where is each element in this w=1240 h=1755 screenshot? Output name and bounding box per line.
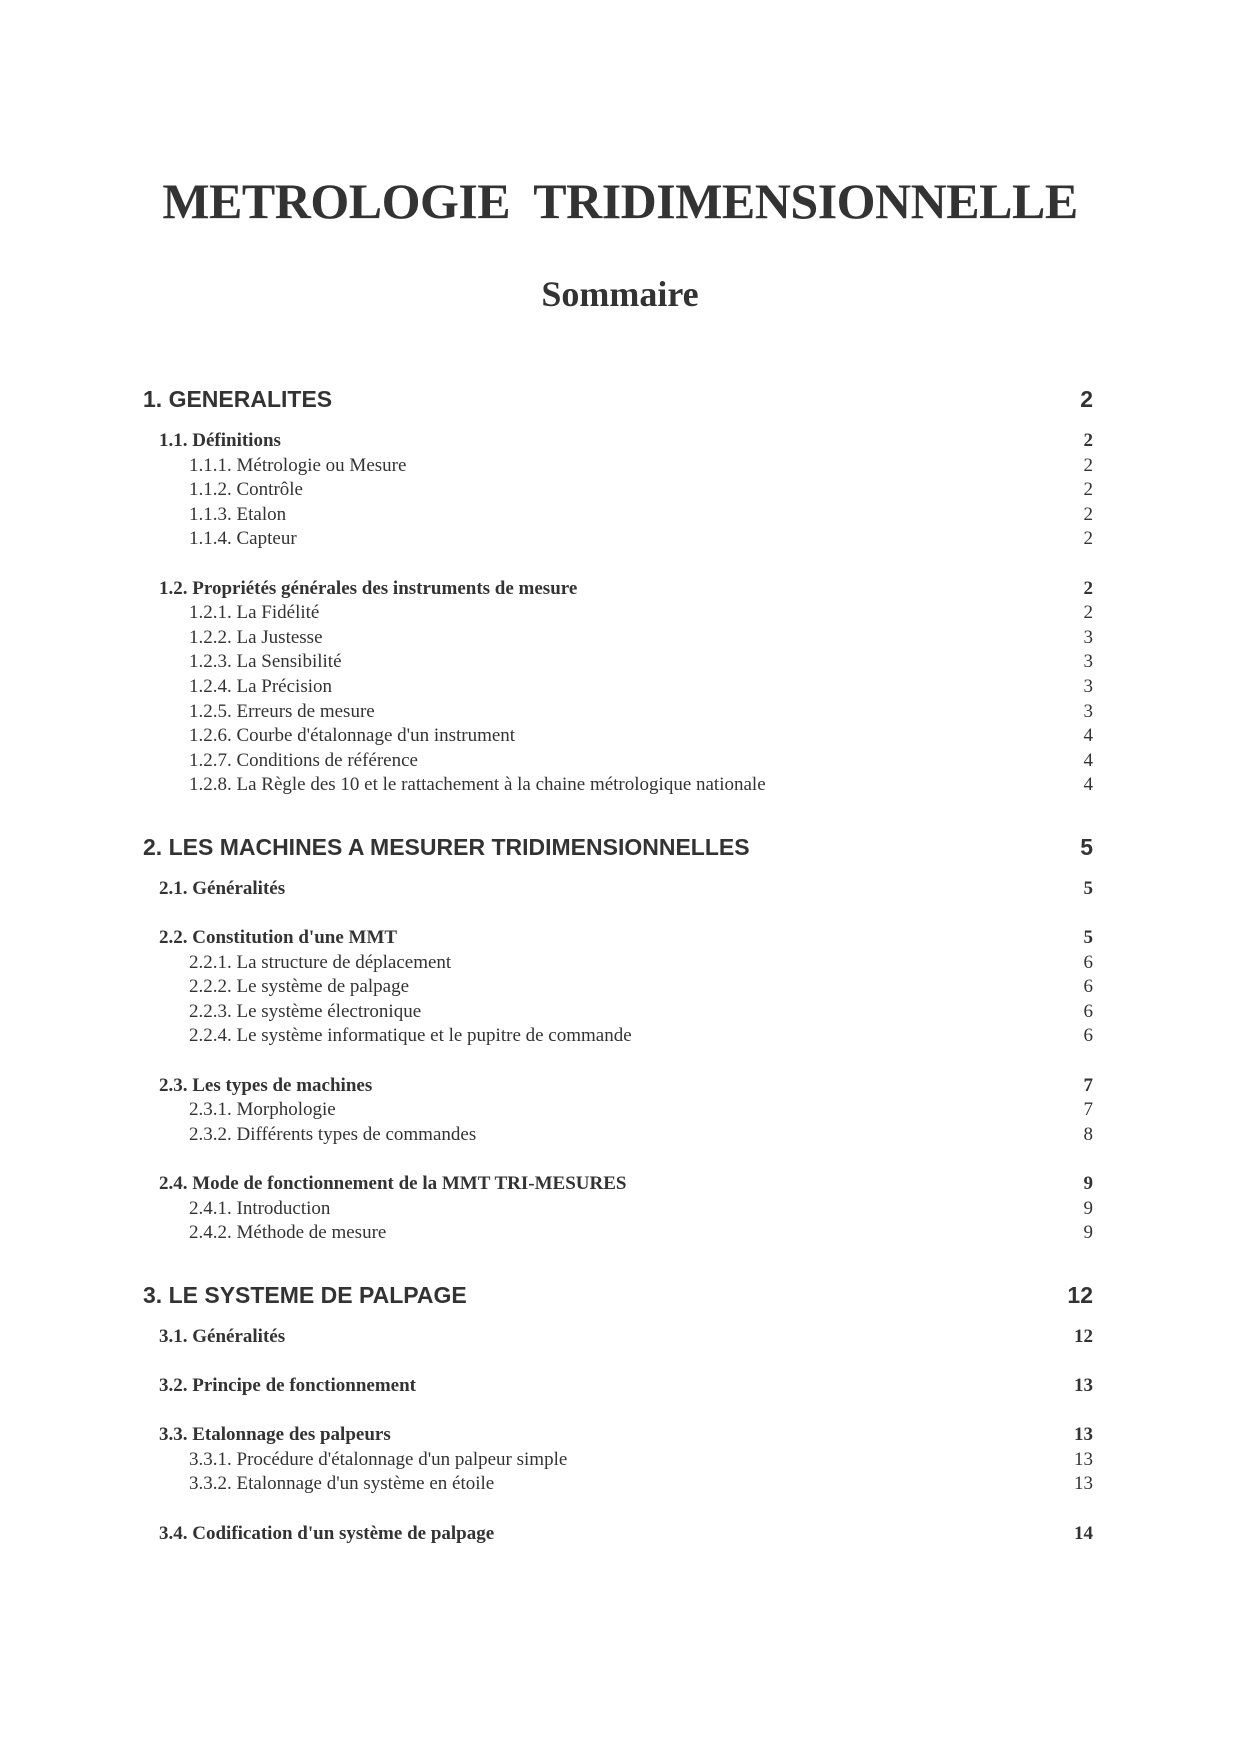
toc-chapter[interactable] bbox=[143, 384, 1093, 414]
toc-subsection[interactable] bbox=[143, 749, 1093, 774]
toc-chapter-label: 1. GENERALITES bbox=[143, 386, 333, 412]
toc-chapter-page: 5 bbox=[1080, 833, 1093, 860]
document-title: METROLOGIE TRIDIMENSIONNELLE bbox=[162, 173, 1078, 229]
toc-subsection-label: 2.3.2. Différents types de commandes bbox=[189, 1123, 477, 1145]
toc-section[interactable] bbox=[143, 1522, 1093, 1547]
toc-subsection-page: 2 bbox=[1083, 479, 1093, 501]
toc-section[interactable] bbox=[143, 1074, 1093, 1099]
toc-subsection-page: 3 bbox=[1083, 651, 1093, 673]
toc-subsection-label: 3.3.1. Procédure d'étalonnage d'un palpeur simple bbox=[189, 1448, 568, 1470]
toc-section-label: 3.4. Codification d'un système de palpage bbox=[159, 1522, 495, 1544]
table-of-contents bbox=[143, 384, 1093, 1546]
toc-subsection-label: 1.1.2. Contrôle bbox=[189, 479, 303, 501]
toc-subsection-page: 13 bbox=[1074, 1448, 1093, 1470]
toc-subsection-label: 3.3.2. Etalonnage d'un système en étoile bbox=[189, 1473, 495, 1495]
toc-section[interactable] bbox=[143, 1374, 1093, 1399]
toc-chapter-page: 2 bbox=[1080, 386, 1093, 412]
toc-section-label: 2.4. Mode de fonctionnement de la MMT TRI-MESURES bbox=[159, 1173, 627, 1195]
toc-subsection-page: 6 bbox=[1083, 1000, 1093, 1022]
toc-subsection-label: 1.1.4. Capteur bbox=[189, 528, 297, 550]
toc-section[interactable] bbox=[143, 577, 1093, 602]
toc-subsection-label: 1.2.1. La Fidélité bbox=[189, 602, 320, 624]
toc-subsection-page: 2 bbox=[1083, 528, 1093, 550]
toc-subsection-page: 6 bbox=[1083, 976, 1093, 998]
toc-section[interactable] bbox=[143, 429, 1093, 454]
toc-subsection-label: 1.2.6. Courbe d'étalonnage d'un instrument bbox=[189, 725, 516, 747]
toc-section-page: 9 bbox=[1083, 1173, 1093, 1195]
toc-subsection-page: 4 bbox=[1083, 774, 1093, 796]
toc-subsection[interactable] bbox=[143, 503, 1093, 528]
toc-subsection[interactable] bbox=[143, 1024, 1093, 1049]
toc-section-label: 2.3. Les types de machines bbox=[159, 1074, 373, 1096]
toc-subsection-label: 2.4.1. Introduction bbox=[189, 1197, 331, 1219]
toc-subsection-label: 2.2.1. La structure de déplacement bbox=[189, 951, 452, 973]
toc-subsection-label: 1.2.2. La Justesse bbox=[189, 626, 323, 648]
toc-section-page: 5 bbox=[1083, 877, 1093, 899]
toc-heading: Sommaire bbox=[541, 274, 699, 314]
toc-subsection-label: 1.2.3. La Sensibilité bbox=[189, 651, 342, 673]
toc-subsection[interactable] bbox=[143, 1098, 1093, 1123]
toc-subsection-page: 13 bbox=[1074, 1473, 1093, 1495]
toc-section-label: 3.2. Principe de fonctionnement bbox=[159, 1375, 417, 1396]
toc-subsection-label: 2.2.4. Le système informatique et le pupitre de commande bbox=[189, 1025, 632, 1047]
toc-chapter[interactable] bbox=[143, 1280, 1093, 1310]
toc-subsection-label: 1.2.4. La Précision bbox=[189, 675, 333, 697]
toc-section-page: 13 bbox=[1074, 1375, 1093, 1396]
toc-subsection-page: 6 bbox=[1083, 951, 1093, 973]
toc-section-label: 2.2. Constitution d'une MMT bbox=[159, 927, 398, 949]
toc-subsection-label: 2.3.1. Morphologie bbox=[189, 1099, 336, 1121]
toc-subsection-page: 7 bbox=[1083, 1099, 1093, 1121]
toc-subsection[interactable] bbox=[143, 1123, 1093, 1148]
toc-subsection[interactable] bbox=[143, 700, 1093, 725]
toc-section-label: 1.2. Propriétés générales des instruments de mesure bbox=[159, 577, 578, 599]
toc-subsection-label: 1.2.8. La Règle des 10 et le rattachement à la chaine métrologique nationale bbox=[189, 774, 766, 796]
toc-subsection[interactable] bbox=[143, 675, 1093, 700]
toc-section-page: 12 bbox=[1074, 1325, 1093, 1347]
toc-chapter-label: 3. LE SYSTEME DE PALPAGE bbox=[143, 1281, 467, 1308]
toc-section[interactable] bbox=[143, 926, 1093, 951]
toc-subsection-page: 8 bbox=[1083, 1123, 1093, 1145]
toc-section[interactable] bbox=[143, 1423, 1093, 1448]
toc-subsection-label: 2.2.2. Le système de palpage bbox=[189, 976, 410, 998]
toc-subsection-page: 9 bbox=[1083, 1222, 1093, 1244]
toc-section-page: 13 bbox=[1074, 1424, 1093, 1446]
toc-subsection[interactable] bbox=[143, 1221, 1093, 1246]
toc-chapter[interactable] bbox=[143, 832, 1093, 862]
toc-section-label: 2.1. Généralités bbox=[159, 877, 286, 899]
toc-chapter-page: 12 bbox=[1067, 1281, 1093, 1308]
toc-section-label: 3.3. Etalonnage des palpeurs bbox=[159, 1424, 391, 1446]
toc-subsection[interactable] bbox=[143, 1197, 1093, 1222]
toc-subsection-page: 4 bbox=[1083, 725, 1093, 747]
toc-subsection-label: 2.2.3. Le système électronique bbox=[189, 1000, 422, 1022]
toc-section-page: 5 bbox=[1083, 927, 1093, 949]
toc-subsection-page: 2 bbox=[1083, 503, 1093, 525]
toc-subsection[interactable] bbox=[143, 724, 1093, 749]
toc-section-page: 14 bbox=[1074, 1522, 1093, 1544]
toc-subsection-page: 4 bbox=[1083, 749, 1093, 771]
toc-section-label: 1.1. Définitions bbox=[159, 430, 281, 451]
toc-subsection[interactable] bbox=[143, 975, 1093, 1000]
toc-section[interactable] bbox=[143, 1172, 1093, 1197]
toc-subsection[interactable] bbox=[143, 1000, 1093, 1025]
toc-subsection[interactable] bbox=[143, 527, 1093, 552]
toc-subsection[interactable] bbox=[143, 454, 1093, 479]
toc-subsection-label: 1.2.5. Erreurs de mesure bbox=[189, 700, 375, 722]
toc-subsection-page: 2 bbox=[1083, 602, 1093, 624]
toc-subsection[interactable] bbox=[143, 1448, 1093, 1473]
toc-subsection-label: 2.4.2. Méthode de mesure bbox=[189, 1222, 387, 1244]
toc-section[interactable] bbox=[143, 1325, 1093, 1350]
toc-subsection-page: 9 bbox=[1083, 1197, 1093, 1219]
toc-chapter-label: 2. LES MACHINES A MESURER TRIDIMENSIONNELLES bbox=[143, 833, 750, 860]
toc-subsection-page: 3 bbox=[1083, 626, 1093, 648]
toc-subsection-label: 1.1.3. Etalon bbox=[189, 503, 287, 525]
toc-subsection-page: 6 bbox=[1083, 1025, 1093, 1047]
toc-subsection-page: 3 bbox=[1083, 675, 1093, 697]
toc-subsection-page: 3 bbox=[1083, 700, 1093, 722]
toc-section-page: 2 bbox=[1083, 430, 1093, 451]
toc-subsection[interactable] bbox=[143, 773, 1093, 798]
toc-subsection[interactable] bbox=[143, 650, 1093, 675]
toc-section-page: 2 bbox=[1083, 577, 1093, 599]
toc-section[interactable] bbox=[143, 877, 1093, 902]
toc-section-page: 7 bbox=[1083, 1074, 1093, 1096]
toc-subsection-label: 1.1.1. Métrologie ou Mesure bbox=[189, 454, 407, 476]
toc-section-label: 3.1. Généralités bbox=[159, 1325, 286, 1347]
toc-subsection[interactable] bbox=[143, 626, 1093, 651]
toc-subsection[interactable] bbox=[143, 1472, 1093, 1497]
toc-subsection[interactable] bbox=[143, 601, 1093, 626]
toc-subsection-page: 2 bbox=[1083, 454, 1093, 476]
toc-subsection-label: 1.2.7. Conditions de référence bbox=[189, 749, 418, 771]
toc-subsection[interactable] bbox=[143, 478, 1093, 503]
toc-subsection[interactable] bbox=[143, 951, 1093, 976]
